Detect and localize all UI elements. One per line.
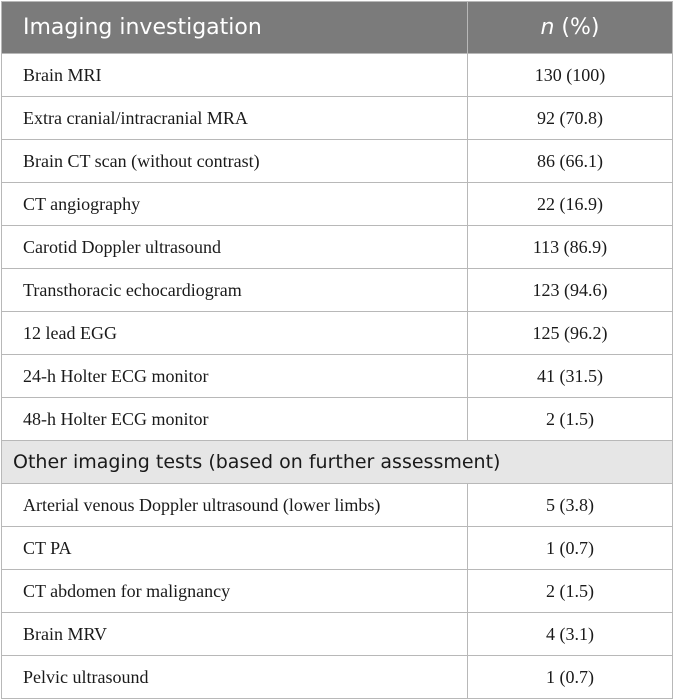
table-row: [2, 183, 673, 226]
row-value: 22 (16.9): [468, 183, 673, 226]
row-label: 48-h Holter ECG monitor: [2, 398, 468, 441]
row-label: Pelvic ultrasound: [2, 656, 468, 699]
table-row: [2, 54, 673, 97]
table-header-row: [2, 2, 673, 54]
row-value: 86 (66.1): [468, 140, 673, 183]
table-row: [2, 527, 673, 570]
table-row: [2, 656, 673, 699]
table-row: [2, 312, 673, 355]
imaging-investigations-table: [1, 1, 673, 699]
row-label: CT PA: [2, 527, 468, 570]
table-row: [2, 269, 673, 312]
table-row: [2, 140, 673, 183]
row-value: 1 (0.7): [468, 656, 673, 699]
row-label: Brain MRV: [2, 613, 468, 656]
section-title: Other imaging tests (based on further assessment): [2, 441, 673, 484]
row-label: Brain CT scan (without contrast): [2, 140, 468, 183]
row-value: 5 (3.8): [468, 484, 673, 527]
row-label: Arterial venous Doppler ultrasound (lower limbs): [2, 484, 468, 527]
table-row: [2, 398, 673, 441]
row-label: Carotid Doppler ultrasound: [2, 226, 468, 269]
header-percent: (%): [554, 15, 600, 40]
row-label: Brain MRI: [2, 54, 468, 97]
table-row: [2, 570, 673, 613]
row-value: 113 (86.9): [468, 226, 673, 269]
table-row: [2, 613, 673, 656]
row-value: 92 (70.8): [468, 97, 673, 140]
row-value: 1 (0.7): [468, 527, 673, 570]
row-value: 125 (96.2): [468, 312, 673, 355]
row-value: 2 (1.5): [468, 398, 673, 441]
row-label: 24-h Holter ECG monitor: [2, 355, 468, 398]
section-header-row: [2, 441, 673, 484]
row-label: CT abdomen for malignancy: [2, 570, 468, 613]
row-label: Transthoracic echocardiogram: [2, 269, 468, 312]
header-n: n: [540, 15, 555, 40]
table-row: [2, 97, 673, 140]
row-value: 130 (100): [468, 54, 673, 97]
table-row: [2, 355, 673, 398]
table-row: [2, 484, 673, 527]
row-label: 12 lead EGG: [2, 312, 468, 355]
row-value: 41 (31.5): [468, 355, 673, 398]
header-imaging-investigation: Imaging investigation: [2, 2, 468, 54]
row-value: 123 (94.6): [468, 269, 673, 312]
header-n-percent: [468, 2, 673, 54]
row-label: Extra cranial/intracranial MRA: [2, 97, 468, 140]
row-label: CT angiography: [2, 183, 468, 226]
table-row: [2, 226, 673, 269]
row-value: 4 (3.1): [468, 613, 673, 656]
row-value: 2 (1.5): [468, 570, 673, 613]
